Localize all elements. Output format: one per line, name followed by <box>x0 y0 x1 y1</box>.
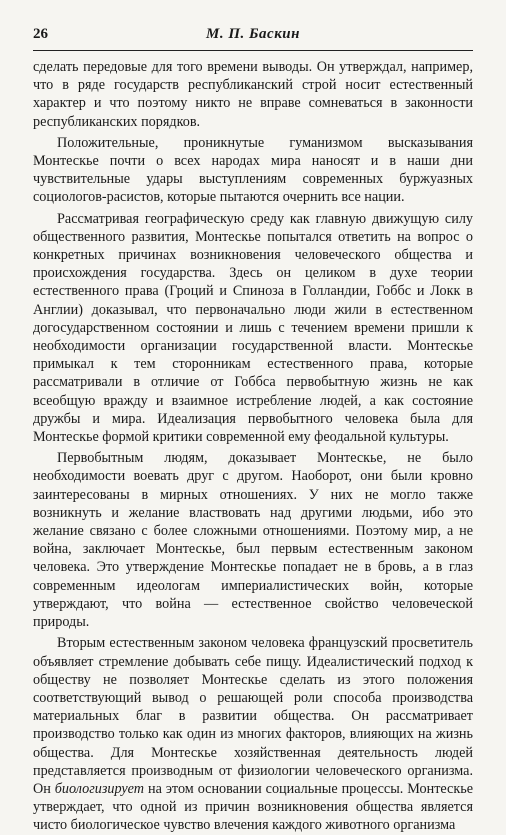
paragraph: Рассматривая географическую среду как главную движущую силу общественного развития, Монтескье попытался ответить на вопрос о конкретных причинах возникновения человеческого общества и происхождения государства. Здесь он целиком в духе теории естественного права (Гроций и Спиноза в Голландии, Гоббс и Локк в Англии) доказывал, что первоначально люди жили в естественном догосударственном состоянии и лишь с течением времени пришли к необходимости организации государственной власти. Монтескье примыкал к тем сторонникам естественного права, которые рассматривали в отличие от Гоббса первобытную жизнь не как всеобщую вражду и взаимное истребление людей, а как состояние дружбы и мира. Идеализация первобытного человека была для Монтескье формой критики современной ему феодальной культуры. <box>33 210 473 446</box>
paragraph: Положительные, проникнутые гуманизмом высказывания Монтескье почти о всех народах мира наносят и в наши дни чувствительные удары выступлениям современных буржуазных социологов-расистов, которые пытаются очернить все нации. <box>33 134 473 206</box>
paragraph: Вторым естественным законом человека французский просветитель объявляет стремление добывать себе пищу. Идеалистический подход к обществу не позволяет Монтескье сделать из этого положения соответствующий вывод о решающей роли способа производства материальных благ в развитии общества. Он рассматривает производство только как один из многих факторов, влияющих на жизнь общества. Для Монтескье хозяйственная деятельность людей представляется производным от физиологии человеческого организма. Он биологизирует на этом основании социальные процессы. Монтескье утверждает, что одной из причин возникновения общества является чисто биологическое чувство влечения каждого животного организма <box>33 635 473 834</box>
body-text <box>33 58 473 835</box>
emphasis: биологизирует <box>54 780 145 797</box>
paragraph: Первобытным людям, доказывает Монтескье, не было необходимости воевать друг с другом. Наоборот, они были кровно заинтересованы в мирных отношениях. У них не могло также возникнуть и желание властвовать над другими людьми, ибо это желание связано с более сложными отношениями. Поэтому мир, а не война, заключает Монтескье, был первым естественным законом человека. Это утверждение Монтескье попадает не в бровь, а в глаз современным идеологам империалистических войн, которые утверждают, что война — естественное свойство человеческой природы. <box>33 450 473 631</box>
paragraph: сделать передовые для того времени выводы. Он утверждал, например, что в ряде государств республиканский строй носит естественный характер и что поэтому никто не вправе сомневаться в законности республиканских порядков. <box>33 59 473 130</box>
page-header <box>33 26 473 46</box>
running-head: М. П. Баскин <box>206 26 300 42</box>
header-rule <box>33 50 473 51</box>
page-number: 26 <box>33 26 48 42</box>
